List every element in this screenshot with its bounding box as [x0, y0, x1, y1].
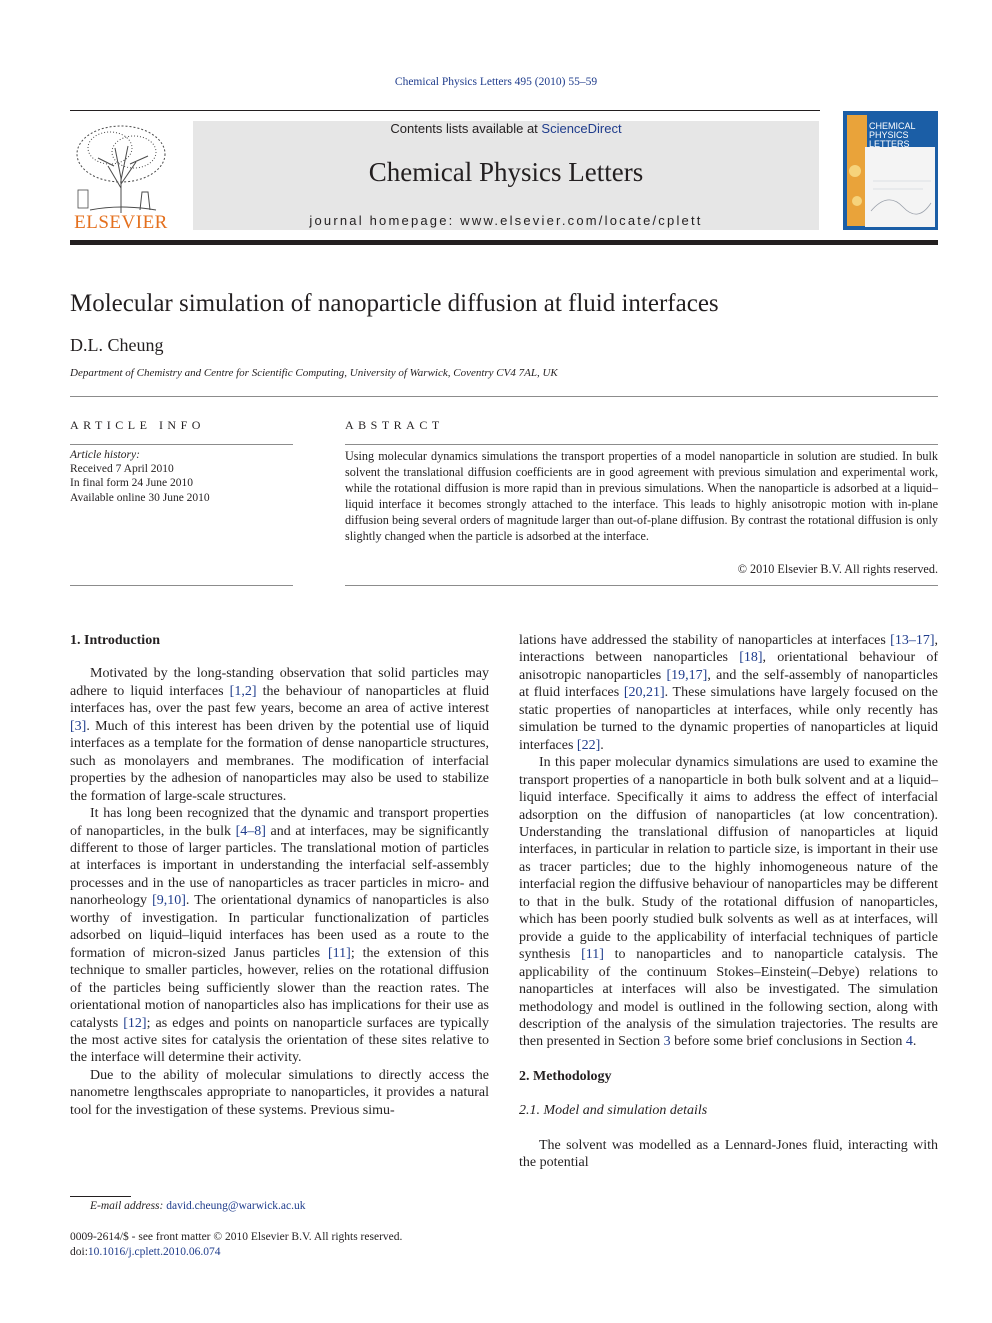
doi-line — [70, 1245, 402, 1260]
citation-link[interactable]: [13–17] — [890, 633, 935, 648]
citation-link[interactable]: [12] — [123, 1015, 147, 1031]
citation-link[interactable]: [18] — [739, 650, 763, 666]
divider — [345, 444, 938, 445]
publisher-name: ELSEVIER — [74, 212, 168, 233]
header-rule — [70, 240, 938, 245]
contents-prefix: Contents lists available at — [390, 121, 542, 136]
citation-link[interactable]: [1,2] — [229, 683, 257, 699]
subsection-heading: 2.1. Model and simulation details — [519, 1103, 708, 1119]
footnote-rule — [70, 1196, 131, 1197]
doi-label: doi: — [70, 1245, 88, 1258]
email-footnote — [90, 1200, 306, 1212]
paragraph: lations have addressed the stability of nanoparticles at interfaces [13–17], interactions between nanoparticles [18], orientational behaviour of anisotropic nanoparticles [19,17], and the self-assembly of nanoparticles at fluid interfaces [20,21]. These simulations have largely focused on the static properties of nanoparticles at interfaces, while only recently has simulation be turned to the dynamic properties of nanoparticles at liquid interfaces [22]. — [519, 633, 939, 753]
email-label: E-mail address: — [90, 1200, 167, 1212]
paragraph: The solvent was modelled as a Lennard-Jones fluid, interacting with the potential — [519, 1137, 938, 1171]
final-form-date: In final form 24 June 2010 — [70, 477, 193, 490]
article-info-heading: ARTICLE INFO — [70, 418, 205, 432]
journal-cover[interactable] — [843, 111, 938, 230]
online-date: Available online 30 June 2010 — [70, 491, 210, 504]
abstract-text: Using molecular dynamics simulations the transport properties of a model nanoparticle in solution are studied. In bulk solvent the translational diffusion coefficients are in good agreement with previous simulation and experimental work, while the rotational diffusion is more rapid than in previous simulations. When the nanoparticle is adsorbed at a liquid–liquid interface it becomes strongly attached to the interface. This leads to highly anisotropic motion with in-plane diffusion being several orders of magnitude larger than out-of-plane diffusion. By contrast the rotational diffusion is only slightly changed when the particle is adsorbed at the interface. — [345, 449, 938, 543]
cover-title — [869, 122, 916, 149]
paragraph: In this paper molecular dynamics simulations are used to examine the transport properties of a nanoparticle in both bulk solvent and at a liquid–liquid interface. Specifically it aims to address the effect of interfacial adsorption on the diffusion of nanoparticles (at low concentration). Understanding the translational diffusion of nanoparticles at liquid interfaces, in particular in relation to particle size, is important in their use as tracer particles; due to the highly inhomogeneous nature of the interfacial region the diffusive behaviour of nanoparticles may be different to that in the bulk. Study of the rotational diffusion of nanoparticles, which has been poorly studied bulk solvents as well as at interfaces, will provide a guide to the applicability of interfacial techniques of particle synthesis [11] to nanoparticles and to nanoparticle catalysis. The applicability of the continuum Stokes–Einstein(–Debye) relations to nanoparticles at interfaces will also be investigated. The simulation methodology and model is outlined in the following section, along with description of the analysis of the simulation trajectories. The results are then presented in Section 3 before some brief conclusions in Section 4. — [519, 755, 938, 1050]
citation-link[interactable]: [20,21] — [623, 685, 665, 701]
citation-link[interactable]: [4–8] — [235, 823, 266, 839]
journal-title: Chemical Physics Letters — [368, 157, 644, 187]
citation-link[interactable]: [11] — [581, 947, 604, 963]
elsevier-logo[interactable] — [70, 118, 172, 234]
journal-homepage[interactable]: journal homepage: www.elsevier.com/locate/cplett — [309, 213, 703, 228]
section-heading: 2. Methodology — [519, 1068, 612, 1084]
top-rule — [70, 110, 820, 111]
citation-link[interactable]: [22] — [576, 737, 601, 753]
paragraph: It has long been recognized that the dynamic and transport properties of nanoparticles, in the bulk [4–8] and at interfaces, may be significantly different to those of larger particles. The translational motion of particles at interfaces is important in understanding the interfacial self-assembly processes and in the use of nanoparticles as tracer particles in micro- and nanorheology [9,10]. The orientational dynamics of nanoparticles is also worthy of investigation. In particular functionalization of particles adsorbed on liquid–liquid interfaces has been used as a route to the formation of micron-sized Janus particles [11]; the extension of this technique to smaller particles, however, relies on the rotational diffusion of the particles being sufficiently slower than the reaction rates. The orientational motion of nanoparticles also has implications for their use as catalysts [12]; as edges and points on nanoparticle surfaces are typically the most active sites for catalysis the orientation of these sites relative to the interface will determine their activity. — [70, 806, 490, 1066]
divider — [345, 585, 938, 586]
contents-line — [193, 121, 819, 136]
paragraph: Due to the ability of molecular simulations to directly access the nanometre lengthscales appropriate to nanoparticles, it provides a natural tool for the investigation of these systems. Previous simu- — [70, 1067, 489, 1118]
sciencedirect-link[interactable]: ScienceDirect — [541, 121, 622, 136]
front-matter — [70, 1230, 402, 1259]
section-heading: 1. Introduction — [70, 633, 160, 648]
divider — [70, 444, 293, 445]
section-link[interactable]: 3 — [663, 1034, 671, 1050]
affiliation: Department of Chemistry and Centre for Scientific Computing, University of Warwick, Coventry CV4 7AL, UK — [70, 367, 558, 379]
divider — [70, 396, 938, 397]
cover-title-line: CHEMICAL — [869, 121, 916, 131]
article-history — [70, 448, 295, 505]
section-link[interactable]: 4 — [905, 1034, 913, 1050]
abstract-copyright: © 2010 Elsevier B.V. All rights reserved. — [737, 562, 938, 576]
paragraph: Motivated by the long-standing observation that solid particles may adhere to liquid interfaces [1,2] the behaviour of nanoparticles at fluid interfaces has, over the past few years, become an area of active interest [3]. Much of this interest has been driven by the potential use of liquid interfaces as a template for the formation of dense nanoparticle structures, such as monolayers and membranes. The modification of interfacial properties by the adhesion of nanoparticles may also be used to stabilize the formation of large-scale structures. — [70, 666, 489, 804]
journal-reference[interactable]: Chemical Physics Letters 495 (2010) 55–59 — [394, 76, 598, 88]
body-column-right — [519, 632, 938, 1172]
citation-link[interactable]: [11] — [328, 945, 351, 961]
body-column-left — [70, 632, 489, 1119]
abstract-heading: ABSTRACT — [345, 418, 444, 432]
cover-title-line: PHYSICS — [869, 130, 909, 140]
doi-link[interactable]: 10.1016/j.cplett.2010.06.074 — [87, 1245, 221, 1258]
article-title: Molecular simulation of nanoparticle diffusion at fluid interfaces — [70, 290, 719, 317]
citation-link[interactable]: [19,17] — [666, 667, 708, 683]
divider — [70, 585, 293, 586]
citation-link[interactable]: [9,10] — [152, 893, 186, 909]
email-link[interactable]: david.cheung@warwick.ac.uk — [166, 1200, 306, 1212]
citation-link[interactable]: [3] — [70, 718, 87, 734]
issn-line: 0009-2614/$ - see front matter © 2010 Elsevier B.V. All rights reserved. — [70, 1231, 403, 1243]
author-name[interactable]: D.L. Cheung — [70, 335, 164, 355]
cover-title-line: LETTERS — [869, 139, 910, 149]
received-date: Received 7 April 2010 — [70, 463, 174, 476]
history-label: Article history: — [70, 449, 140, 461]
